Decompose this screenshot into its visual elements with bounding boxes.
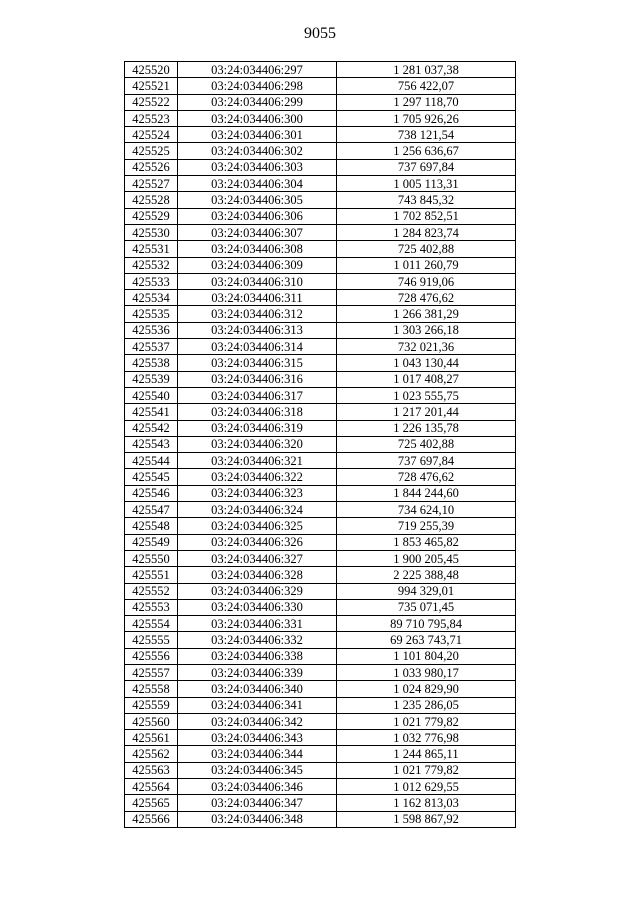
row-number-cell: 425547 bbox=[125, 502, 178, 518]
cadastral-number-cell: 03:24:034406:332 bbox=[178, 632, 337, 648]
table-row bbox=[125, 518, 516, 534]
value-cell: 737 697,84 bbox=[337, 453, 516, 469]
row-number-cell: 425549 bbox=[125, 534, 178, 550]
row-number-cell: 425538 bbox=[125, 355, 178, 371]
table-row bbox=[125, 779, 516, 795]
row-number-cell: 425548 bbox=[125, 518, 178, 534]
value-cell: 732 021,36 bbox=[337, 339, 516, 355]
value-cell: 1 256 636,67 bbox=[337, 143, 516, 159]
row-number-cell: 425531 bbox=[125, 241, 178, 257]
value-cell: 1 844 244,60 bbox=[337, 485, 516, 501]
cadastral-number-cell: 03:24:034406:307 bbox=[178, 224, 337, 240]
cadastral-number-cell: 03:24:034406:308 bbox=[178, 241, 337, 257]
row-number-cell: 425536 bbox=[125, 322, 178, 338]
value-cell: 1 235 286,05 bbox=[337, 697, 516, 713]
table-row bbox=[125, 453, 516, 469]
cadastral-number-cell: 03:24:034406:316 bbox=[178, 371, 337, 387]
table-row bbox=[125, 94, 516, 110]
cadastral-number-cell: 03:24:034406:326 bbox=[178, 534, 337, 550]
table-row bbox=[125, 62, 516, 78]
value-cell: 1 043 130,44 bbox=[337, 355, 516, 371]
value-cell: 1 281 037,38 bbox=[337, 62, 516, 78]
cadastral-number-cell: 03:24:034406:347 bbox=[178, 795, 337, 811]
table-row bbox=[125, 550, 516, 566]
row-number-cell: 425552 bbox=[125, 583, 178, 599]
cadastral-number-cell: 03:24:034406:314 bbox=[178, 339, 337, 355]
row-number-cell: 425553 bbox=[125, 599, 178, 615]
cadastral-number-cell: 03:24:034406:328 bbox=[178, 567, 337, 583]
value-cell: 1 297 118,70 bbox=[337, 94, 516, 110]
cadastral-number-cell: 03:24:034406:331 bbox=[178, 616, 337, 632]
row-number-cell: 425542 bbox=[125, 420, 178, 436]
row-number-cell: 425523 bbox=[125, 110, 178, 126]
table-row bbox=[125, 616, 516, 632]
cadastral-number-cell: 03:24:034406:319 bbox=[178, 420, 337, 436]
value-cell: 735 071,45 bbox=[337, 599, 516, 615]
cadastral-number-cell: 03:24:034406:318 bbox=[178, 404, 337, 420]
table-row bbox=[125, 339, 516, 355]
table-row bbox=[125, 273, 516, 289]
value-cell: 1 005 113,31 bbox=[337, 176, 516, 192]
cadastral-number-cell: 03:24:034406:303 bbox=[178, 159, 337, 175]
table-row bbox=[125, 371, 516, 387]
data-table bbox=[124, 61, 516, 828]
value-cell: 1 226 135,78 bbox=[337, 420, 516, 436]
row-number-cell: 425534 bbox=[125, 290, 178, 306]
cadastral-number-cell: 03:24:034406:312 bbox=[178, 306, 337, 322]
cadastral-number-cell: 03:24:034406:313 bbox=[178, 322, 337, 338]
table-row bbox=[125, 224, 516, 240]
cadastral-number-cell: 03:24:034406:339 bbox=[178, 664, 337, 680]
cadastral-number-cell: 03:24:034406:321 bbox=[178, 453, 337, 469]
table-row bbox=[125, 208, 516, 224]
cadastral-number-cell: 03:24:034406:348 bbox=[178, 811, 337, 827]
table-row bbox=[125, 811, 516, 827]
table-row bbox=[125, 436, 516, 452]
table-row bbox=[125, 648, 516, 664]
table-row bbox=[125, 306, 516, 322]
table-row bbox=[125, 322, 516, 338]
value-cell: 1 705 926,26 bbox=[337, 110, 516, 126]
value-cell: 1 021 779,82 bbox=[337, 713, 516, 729]
value-cell: 746 919,06 bbox=[337, 273, 516, 289]
table-row bbox=[125, 387, 516, 403]
table-row bbox=[125, 485, 516, 501]
row-number-cell: 425541 bbox=[125, 404, 178, 420]
row-number-cell: 425563 bbox=[125, 762, 178, 778]
table-row bbox=[125, 697, 516, 713]
row-number-cell: 425525 bbox=[125, 143, 178, 159]
table-row bbox=[125, 730, 516, 746]
row-number-cell: 425533 bbox=[125, 273, 178, 289]
cadastral-number-cell: 03:24:034406:301 bbox=[178, 127, 337, 143]
row-number-cell: 425535 bbox=[125, 306, 178, 322]
row-number-cell: 425561 bbox=[125, 730, 178, 746]
cadastral-number-cell: 03:24:034406:299 bbox=[178, 94, 337, 110]
value-cell: 725 402,88 bbox=[337, 241, 516, 257]
value-cell: 1 217 201,44 bbox=[337, 404, 516, 420]
table-row bbox=[125, 632, 516, 648]
table-row bbox=[125, 583, 516, 599]
row-number-cell: 425528 bbox=[125, 192, 178, 208]
cadastral-number-cell: 03:24:034406:327 bbox=[178, 550, 337, 566]
cadastral-number-cell: 03:24:034406:341 bbox=[178, 697, 337, 713]
table-row bbox=[125, 599, 516, 615]
cadastral-number-cell: 03:24:034406:309 bbox=[178, 257, 337, 273]
row-number-cell: 425539 bbox=[125, 371, 178, 387]
value-cell: 743 845,32 bbox=[337, 192, 516, 208]
row-number-cell: 425558 bbox=[125, 681, 178, 697]
cadastral-number-cell: 03:24:034406:304 bbox=[178, 176, 337, 192]
row-number-cell: 425546 bbox=[125, 485, 178, 501]
table-row bbox=[125, 567, 516, 583]
value-cell: 737 697,84 bbox=[337, 159, 516, 175]
table-row bbox=[125, 502, 516, 518]
row-number-cell: 425522 bbox=[125, 94, 178, 110]
cadastral-number-cell: 03:24:034406:297 bbox=[178, 62, 337, 78]
row-number-cell: 425565 bbox=[125, 795, 178, 811]
cadastral-number-cell: 03:24:034406:298 bbox=[178, 78, 337, 94]
value-cell: 1 012 629,55 bbox=[337, 779, 516, 795]
value-cell: 738 121,54 bbox=[337, 127, 516, 143]
row-number-cell: 425545 bbox=[125, 469, 178, 485]
cadastral-number-cell: 03:24:034406:315 bbox=[178, 355, 337, 371]
value-cell: 1 284 823,74 bbox=[337, 224, 516, 240]
table-row bbox=[125, 420, 516, 436]
table-row bbox=[125, 290, 516, 306]
value-cell: 1 024 829,90 bbox=[337, 681, 516, 697]
row-number-cell: 425521 bbox=[125, 78, 178, 94]
row-number-cell: 425550 bbox=[125, 550, 178, 566]
row-number-cell: 425544 bbox=[125, 453, 178, 469]
row-number-cell: 425564 bbox=[125, 779, 178, 795]
table-row bbox=[125, 176, 516, 192]
table-row bbox=[125, 681, 516, 697]
value-cell: 725 402,88 bbox=[337, 436, 516, 452]
row-number-cell: 425562 bbox=[125, 746, 178, 762]
value-cell: 1 598 867,92 bbox=[337, 811, 516, 827]
table-row bbox=[125, 355, 516, 371]
cadastral-number-cell: 03:24:034406:300 bbox=[178, 110, 337, 126]
cadastral-number-cell: 03:24:034406:345 bbox=[178, 762, 337, 778]
row-number-cell: 425537 bbox=[125, 339, 178, 355]
table-row bbox=[125, 192, 516, 208]
cadastral-number-cell: 03:24:034406:330 bbox=[178, 599, 337, 615]
row-number-cell: 425540 bbox=[125, 387, 178, 403]
row-number-cell: 425520 bbox=[125, 62, 178, 78]
table-row bbox=[125, 762, 516, 778]
table-row bbox=[125, 159, 516, 175]
cadastral-number-cell: 03:24:034406:317 bbox=[178, 387, 337, 403]
value-cell: 69 263 743,71 bbox=[337, 632, 516, 648]
table-body bbox=[125, 62, 516, 828]
cadastral-number-cell: 03:24:034406:323 bbox=[178, 485, 337, 501]
value-cell: 1 032 776,98 bbox=[337, 730, 516, 746]
value-cell: 1 244 865,11 bbox=[337, 746, 516, 762]
row-number-cell: 425543 bbox=[125, 436, 178, 452]
value-cell: 1 266 381,29 bbox=[337, 306, 516, 322]
row-number-cell: 425554 bbox=[125, 616, 178, 632]
cadastral-number-cell: 03:24:034406:340 bbox=[178, 681, 337, 697]
cadastral-number-cell: 03:24:034406:302 bbox=[178, 143, 337, 159]
value-cell: 1 033 980,17 bbox=[337, 664, 516, 680]
table-row bbox=[125, 746, 516, 762]
cadastral-number-cell: 03:24:034406:305 bbox=[178, 192, 337, 208]
table-row bbox=[125, 469, 516, 485]
value-cell: 1 702 852,51 bbox=[337, 208, 516, 224]
cadastral-number-cell: 03:24:034406:329 bbox=[178, 583, 337, 599]
cadastral-number-cell: 03:24:034406:346 bbox=[178, 779, 337, 795]
cadastral-number-cell: 03:24:034406:320 bbox=[178, 436, 337, 452]
cadastral-number-cell: 03:24:034406:310 bbox=[178, 273, 337, 289]
page-number: 9055 bbox=[304, 25, 336, 42]
table-row bbox=[125, 143, 516, 159]
value-cell: 1 023 555,75 bbox=[337, 387, 516, 403]
row-number-cell: 425560 bbox=[125, 713, 178, 729]
table-row bbox=[125, 257, 516, 273]
table-row bbox=[125, 404, 516, 420]
value-cell: 728 476,62 bbox=[337, 469, 516, 485]
cadastral-number-cell: 03:24:034406:322 bbox=[178, 469, 337, 485]
value-cell: 1 303 266,18 bbox=[337, 322, 516, 338]
cadastral-number-cell: 03:24:034406:343 bbox=[178, 730, 337, 746]
cadastral-number-cell: 03:24:034406:325 bbox=[178, 518, 337, 534]
value-cell: 89 710 795,84 bbox=[337, 616, 516, 632]
row-number-cell: 425526 bbox=[125, 159, 178, 175]
value-cell: 1 011 260,79 bbox=[337, 257, 516, 273]
table-row bbox=[125, 78, 516, 94]
value-cell: 734 624,10 bbox=[337, 502, 516, 518]
row-number-cell: 425532 bbox=[125, 257, 178, 273]
value-cell: 1 162 813,03 bbox=[337, 795, 516, 811]
row-number-cell: 425559 bbox=[125, 697, 178, 713]
value-cell: 719 255,39 bbox=[337, 518, 516, 534]
value-cell: 1 853 465,82 bbox=[337, 534, 516, 550]
table-row bbox=[125, 241, 516, 257]
value-cell: 994 329,01 bbox=[337, 583, 516, 599]
table-row bbox=[125, 110, 516, 126]
row-number-cell: 425556 bbox=[125, 648, 178, 664]
value-cell: 1 017 408,27 bbox=[337, 371, 516, 387]
cadastral-number-cell: 03:24:034406:342 bbox=[178, 713, 337, 729]
value-cell: 1 101 804,20 bbox=[337, 648, 516, 664]
table-row bbox=[125, 534, 516, 550]
table-row bbox=[125, 713, 516, 729]
cadastral-number-cell: 03:24:034406:344 bbox=[178, 746, 337, 762]
row-number-cell: 425527 bbox=[125, 176, 178, 192]
cadastral-number-cell: 03:24:034406:338 bbox=[178, 648, 337, 664]
value-cell: 1 021 779,82 bbox=[337, 762, 516, 778]
row-number-cell: 425566 bbox=[125, 811, 178, 827]
row-number-cell: 425530 bbox=[125, 224, 178, 240]
row-number-cell: 425555 bbox=[125, 632, 178, 648]
value-cell: 756 422,07 bbox=[337, 78, 516, 94]
cadastral-number-cell: 03:24:034406:306 bbox=[178, 208, 337, 224]
value-cell: 2 225 388,48 bbox=[337, 567, 516, 583]
value-cell: 728 476,62 bbox=[337, 290, 516, 306]
table-row bbox=[125, 127, 516, 143]
value-cell: 1 900 205,45 bbox=[337, 550, 516, 566]
row-number-cell: 425529 bbox=[125, 208, 178, 224]
row-number-cell: 425524 bbox=[125, 127, 178, 143]
cadastral-number-cell: 03:24:034406:311 bbox=[178, 290, 337, 306]
table-row bbox=[125, 664, 516, 680]
table-row bbox=[125, 795, 516, 811]
row-number-cell: 425551 bbox=[125, 567, 178, 583]
cadastral-number-cell: 03:24:034406:324 bbox=[178, 502, 337, 518]
row-number-cell: 425557 bbox=[125, 664, 178, 680]
